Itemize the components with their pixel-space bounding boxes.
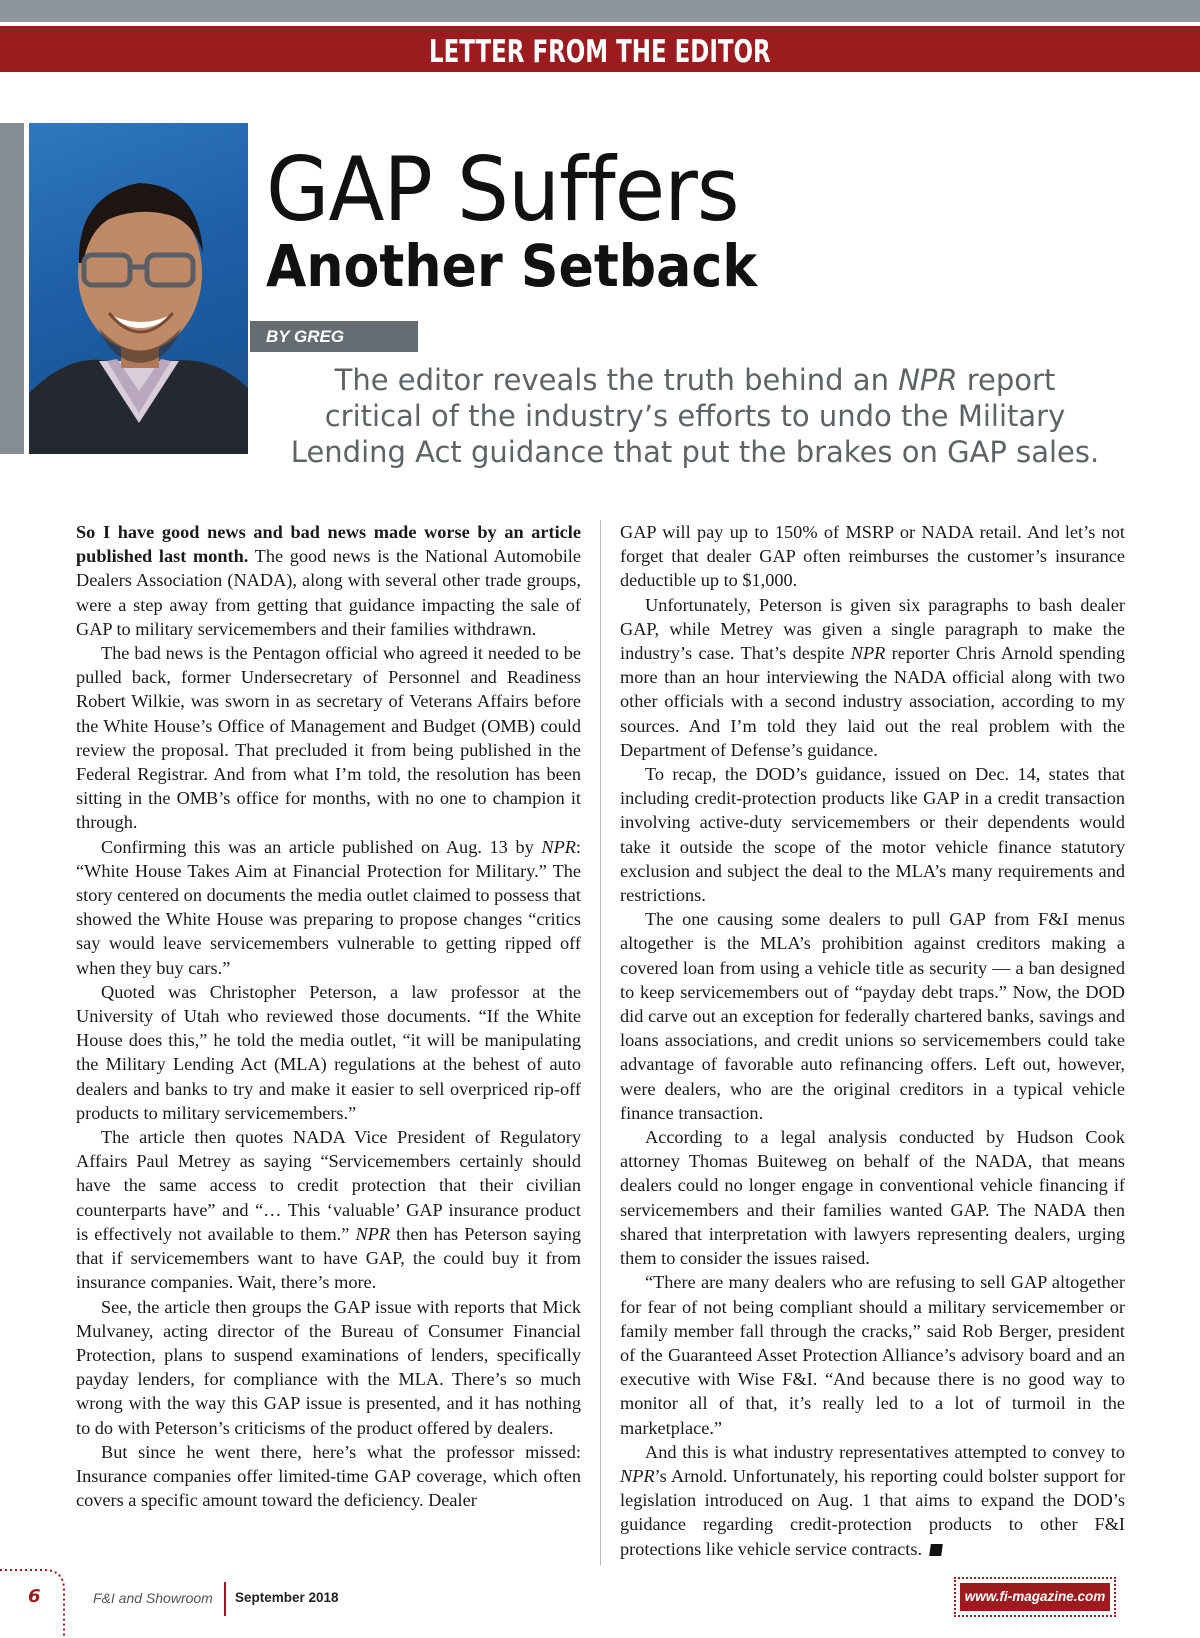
paragraph: “There are many dealers who are refusing to sell GAP altogether for fear of not being compliant should a military servicemember or family member fall through the cracks,” said Rob Berger, president of the Guaranteed Asset Protection Alliance’s advisory board and an executive with Wise F&I. “And because there is no good way to monitor all of that, it’s really led to a lot of turmoil in the marketplace.” — [620, 1272, 1125, 1438]
end-of-article-mark-icon — [929, 1544, 943, 1556]
paragraph: The bad news is the Pentagon official who agreed it needed to be pulled back, former Undersecretary of Personnel and Readiness Robert Wilkie, was sworn in as secretary of Veterans Affairs before the White House’s Office of Management and Budget (OMB) could review the proposal. That precluded it from being published in the Federal Registrar. And from what I’m told, the resolution has been sitting in the OMB’s office for months, with no one to champion it through. — [76, 643, 581, 833]
paragraph-text: The article then quotes NADA Vice President of Regulatory Affairs Paul Metrey as saying “Servicemembers certainly should have the same access to credit protection that their civilian counterparts have” and “… This ‘valuable’ GAP insurance product is effectively not available to them.” — [76, 1127, 581, 1244]
paragraph: To recap, the DOD’s guidance, issued on Dec. 14, states that including credit-protection products like GAP in a credit transaction involving active-duty servicemembers or their dependents would take it outside the scope of the motor vehicle finance statutory exclusion and subject the deal to the MLA’s many requirements and restrictions. — [620, 764, 1125, 906]
paragraph-text: Unfortunately, Peterson is given six paragraphs to bash dealer GAP, while Metrey was given a single paragraph to make the industry’s case. That’s despite — [620, 594, 1125, 664]
paragraph-text: reporter Chris Arnold spending more than an hour interviewing the NADA official along with two other officials with a second industry association, according to my sources. And I’m told they laid out the real problem with the Department of Defense’s guidance. — [620, 643, 1125, 760]
byline: BY GREG ARROYO — [250, 321, 418, 352]
paragraph-text: ’s Arnold. Unfortunately, his reporting could bolster support for legislation introduced on Aug. 1 that aims to expand the DOD’s guidance regarding credit-protection products to other F&I protections like vehicle service contracts. — [620, 1465, 1125, 1559]
section-banner — [0, 26, 1200, 72]
paragraph-text: then has Peterson saying that if servicemembers want to have GAP, the could buy it from insurance companies. Wait, there’s more. — [76, 1223, 581, 1293]
paragraph: GAP will pay up to 150% of MSRP or NADA retail. And let’s not forget that dealer GAP often reimburses the customer’s insurance deductible up to $1,000. — [620, 522, 1125, 591]
paragraph: The one causing some dealers to pull GAP from F&I menus altogether is the MLA’s prohibition against creditors making a covered loan from using a vehicle title as security — a ban designed to keep servicemembers out of “payday debt traps.” Now, the DOD did carve out an exception for federally chartered banks, savings and loans associations, and credit unions so servicemembers could take advantage of favorable auto refinancing offers. Left out, however, were dealers, who are the original creditors in a typical vehicle finance transaction. — [620, 909, 1125, 1123]
page-number: 6 — [28, 1586, 41, 1607]
paragraph-text: : “White House Takes Aim at Financial Protection for Military.” The story centered on documents the media outlet claimed to possess that showed the White House was preparing to propose changes “critics say would leave servicemembers vulnerable to getting ripped off when they buy cars.” — [76, 836, 581, 978]
footer-separator — [224, 1582, 226, 1616]
publication-name: NPR — [620, 1465, 655, 1486]
paragraph — [620, 593, 1125, 762]
top-gray-strip — [0, 0, 1200, 22]
paragraph — [76, 520, 581, 641]
editor-portrait-icon — [29, 123, 248, 454]
right-column — [620, 520, 1125, 1561]
paragraph: According to a legal analysis conducted by Hudson Cook attorney Thomas Buiteweg on behalf of the NADA, that means dealers could no longer engage in conventional vehicle financing if servicemembers and their families wanted GAP. The NADA then shared that interpretation with lawyers representing dealers, urging them to consider the issues raised. — [620, 1127, 1125, 1269]
website-link[interactable]: www.fi-magazine.com — [960, 1583, 1110, 1611]
deck-text: The editor reveals the truth behind an — [334, 363, 899, 397]
left-column — [76, 520, 581, 1512]
publication-name: NPR — [541, 836, 576, 857]
paragraph: Quoted was Christopher Peterson, a law professor at the University of Utah who reviewed those documents. “If the White House does this,” he told the media outlet, “it will be manipulating the Military Lending Act (MLA) regulations at the behest of auto dealers and banks to try and make it easier to sell overpriced rip-off products to military servicemembers.” — [76, 981, 581, 1123]
paragraph-text: And this is what industry representatives attempted to convey to — [645, 1441, 1125, 1462]
deck-text: report critical of the industry’s efforts to undo the Military Lending Act guidance that put the brakes on GAP sales. — [290, 363, 1100, 469]
paragraph-text: The good news is the National Automobile Dealers Association (NADA), along with several other trade groups, were a step away from getting that guidance impacting the sale of GAP to military servicemembers and their families withdrawn. — [76, 546, 581, 639]
paragraph-text: Confirming this was an article published on Aug. 13 by — [101, 836, 542, 857]
paragraph: See, the article then groups the GAP issue with reports that Mick Mulvaney, acting director of the Bureau of Consumer Financial Protection, plans to suspend examinations of lenders, specifically payday lenders, for compliance with the MLA. There’s so much wrong with the way this GAP issue is presented, and it has nothing to do with Peterson’s criticisms of the product offered by dealers. — [76, 1296, 581, 1438]
deck-italic: NPR — [898, 363, 958, 397]
magazine-name: F&I and Showroom — [93, 1590, 213, 1606]
paragraph — [76, 1125, 581, 1294]
deck — [285, 362, 1105, 470]
section-label: LETTER FROM THE EDITOR — [429, 34, 771, 70]
lead-in: So I have good news and bad news made worse by an article published last month. — [76, 522, 581, 567]
headline-line-1: GAP Suffers — [266, 138, 739, 241]
editor-portrait — [29, 123, 248, 454]
column-divider — [600, 520, 601, 1565]
side-accent-bar — [0, 123, 24, 454]
publication-name: NPR — [850, 643, 886, 664]
issue-date: September 2018 — [235, 1590, 339, 1605]
publication-name: NPR — [355, 1223, 391, 1244]
paragraph: But since he went there, here’s what the professor missed: Insurance companies offer limited-time GAP coverage, which often covers a specific amount toward the deficiency. Dealer — [76, 1441, 581, 1511]
headline-line-2: Another Setback — [266, 232, 758, 300]
paragraph — [76, 835, 581, 980]
paragraph — [620, 1440, 1125, 1561]
